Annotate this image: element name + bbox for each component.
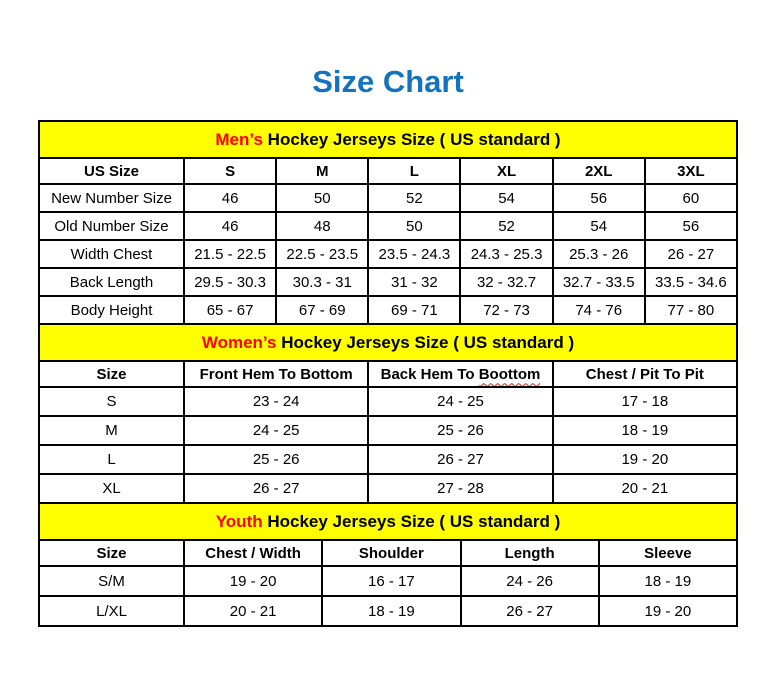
size-cell: 24.3 - 25.3: [460, 240, 552, 268]
mens-section-rest: Hockey Jerseys Size ( US standard ): [267, 129, 561, 149]
size-chart-tables: [38, 120, 738, 627]
youth-section-rest: Hockey Jerseys Size ( US standard ): [267, 511, 561, 531]
size-cell: 18 - 19: [322, 596, 460, 626]
size-cell: 56: [645, 212, 737, 240]
size-cell: 20 - 21: [184, 596, 322, 626]
size-cell: 25.3 - 26: [553, 240, 645, 268]
size-cell: 69 - 71: [368, 296, 460, 324]
size-cell: 72 - 73: [460, 296, 552, 324]
size-cell: 60: [645, 184, 737, 212]
row-label: Width Chest: [39, 240, 184, 268]
size-cell: 19 - 20: [599, 596, 737, 626]
table-row-new-number-size: [39, 184, 737, 212]
mens-section-title: [39, 121, 737, 158]
row-label: L/XL: [39, 596, 184, 626]
table-row-back-length: [39, 268, 737, 296]
table-row-womens-xl: [39, 474, 737, 503]
mens-section-header: [39, 121, 737, 158]
size-cell: 17 - 18: [553, 387, 737, 416]
col-header-sleeve: Sleeve: [599, 540, 737, 566]
youth-size-table: [38, 502, 738, 627]
size-cell: 29.5 - 30.3: [184, 268, 276, 296]
size-cell: 26 - 27: [645, 240, 737, 268]
size-cell: 26 - 27: [461, 596, 599, 626]
womens-section-highlight: Women’s: [201, 332, 277, 352]
page-title: Size Chart: [312, 64, 464, 99]
size-cell: 50: [276, 184, 368, 212]
youth-section-title: [39, 503, 737, 540]
col-header-back-hem: [368, 361, 552, 387]
youth-column-header-row: [39, 540, 737, 566]
table-row-womens-s: [39, 387, 737, 416]
table-row-womens-m: [39, 416, 737, 445]
col-header-size: Size: [39, 361, 184, 387]
size-cell: 48: [276, 212, 368, 240]
size-cell: 26 - 27: [184, 474, 368, 503]
col-header-2xl: 2XL: [553, 158, 645, 184]
womens-section-header: [39, 324, 737, 361]
womens-size-table: [38, 323, 738, 504]
row-label: Body Height: [39, 296, 184, 324]
row-label: Old Number Size: [39, 212, 184, 240]
size-cell: 50: [368, 212, 460, 240]
size-cell: 25 - 26: [184, 445, 368, 474]
col-header-m: M: [276, 158, 368, 184]
size-cell: 77 - 80: [645, 296, 737, 324]
youth-section-highlight: Youth: [215, 511, 263, 531]
size-cell: 74 - 76: [553, 296, 645, 324]
size-cell: 22.5 - 23.5: [276, 240, 368, 268]
size-cell: 20 - 21: [553, 474, 737, 503]
size-cell: 18 - 19: [599, 566, 737, 596]
size-cell: 23.5 - 24.3: [368, 240, 460, 268]
row-label: XL: [39, 474, 184, 503]
mens-column-header-row: [39, 158, 737, 184]
back-hem-prefix: Back Hem To: [380, 365, 475, 383]
size-cell: 24 - 25: [368, 387, 552, 416]
size-cell: 54: [460, 184, 552, 212]
col-header-chest-width: Chest / Width: [184, 540, 322, 566]
table-row-old-number-size: [39, 212, 737, 240]
table-row-youth-lxl: [39, 596, 737, 626]
size-cell: 32 - 32.7: [460, 268, 552, 296]
womens-section-rest: Hockey Jerseys Size ( US standard ): [281, 332, 575, 352]
size-cell: 46: [184, 212, 276, 240]
size-cell: 33.5 - 34.6: [645, 268, 737, 296]
size-cell: 25 - 26: [368, 416, 552, 445]
womens-column-header-row: [39, 361, 737, 387]
size-cell: 54: [553, 212, 645, 240]
table-row-width-chest: [39, 240, 737, 268]
col-header-3xl: 3XL: [645, 158, 737, 184]
size-cell: 23 - 24: [184, 387, 368, 416]
size-cell: 27 - 28: [368, 474, 552, 503]
womens-section-title: [39, 324, 737, 361]
size-cell: 46: [184, 184, 276, 212]
size-cell: 16 - 17: [322, 566, 460, 596]
size-cell: 52: [460, 212, 552, 240]
row-label: M: [39, 416, 184, 445]
size-cell: 26 - 27: [368, 445, 552, 474]
size-cell: 19 - 20: [553, 445, 737, 474]
col-header-xl: XL: [460, 158, 552, 184]
mens-size-table: [38, 120, 738, 325]
size-cell: 31 - 32: [368, 268, 460, 296]
col-header-chest-pit: Chest / Pit To Pit: [553, 361, 737, 387]
youth-section-header: [39, 503, 737, 540]
row-label: L: [39, 445, 184, 474]
col-header-us-size: US Size: [39, 158, 184, 184]
col-header-s: S: [184, 158, 276, 184]
size-cell: 24 - 25: [184, 416, 368, 445]
col-header-shoulder: Shoulder: [322, 540, 460, 566]
col-header-length: Length: [461, 540, 599, 566]
size-cell: 24 - 26: [461, 566, 599, 596]
size-cell: 67 - 69: [276, 296, 368, 324]
size-cell: 18 - 19: [553, 416, 737, 445]
size-cell: 32.7 - 33.5: [553, 268, 645, 296]
table-row-body-height: [39, 296, 737, 324]
table-row-youth-sm: [39, 566, 737, 596]
mens-section-highlight: Men’s: [215, 129, 263, 149]
col-header-size: Size: [39, 540, 184, 566]
misspelled-word: Boottom: [478, 365, 541, 383]
size-cell: 56: [553, 184, 645, 212]
size-cell: 21.5 - 22.5: [184, 240, 276, 268]
row-label: S: [39, 387, 184, 416]
size-cell: 19 - 20: [184, 566, 322, 596]
col-header-l: L: [368, 158, 460, 184]
size-cell: 65 - 67: [184, 296, 276, 324]
row-label: S/M: [39, 566, 184, 596]
col-header-front-hem: Front Hem To Bottom: [184, 361, 368, 387]
table-row-womens-l: [39, 445, 737, 474]
row-label: New Number Size: [39, 184, 184, 212]
row-label: Back Length: [39, 268, 184, 296]
size-cell: 52: [368, 184, 460, 212]
size-cell: 30.3 - 31: [276, 268, 368, 296]
